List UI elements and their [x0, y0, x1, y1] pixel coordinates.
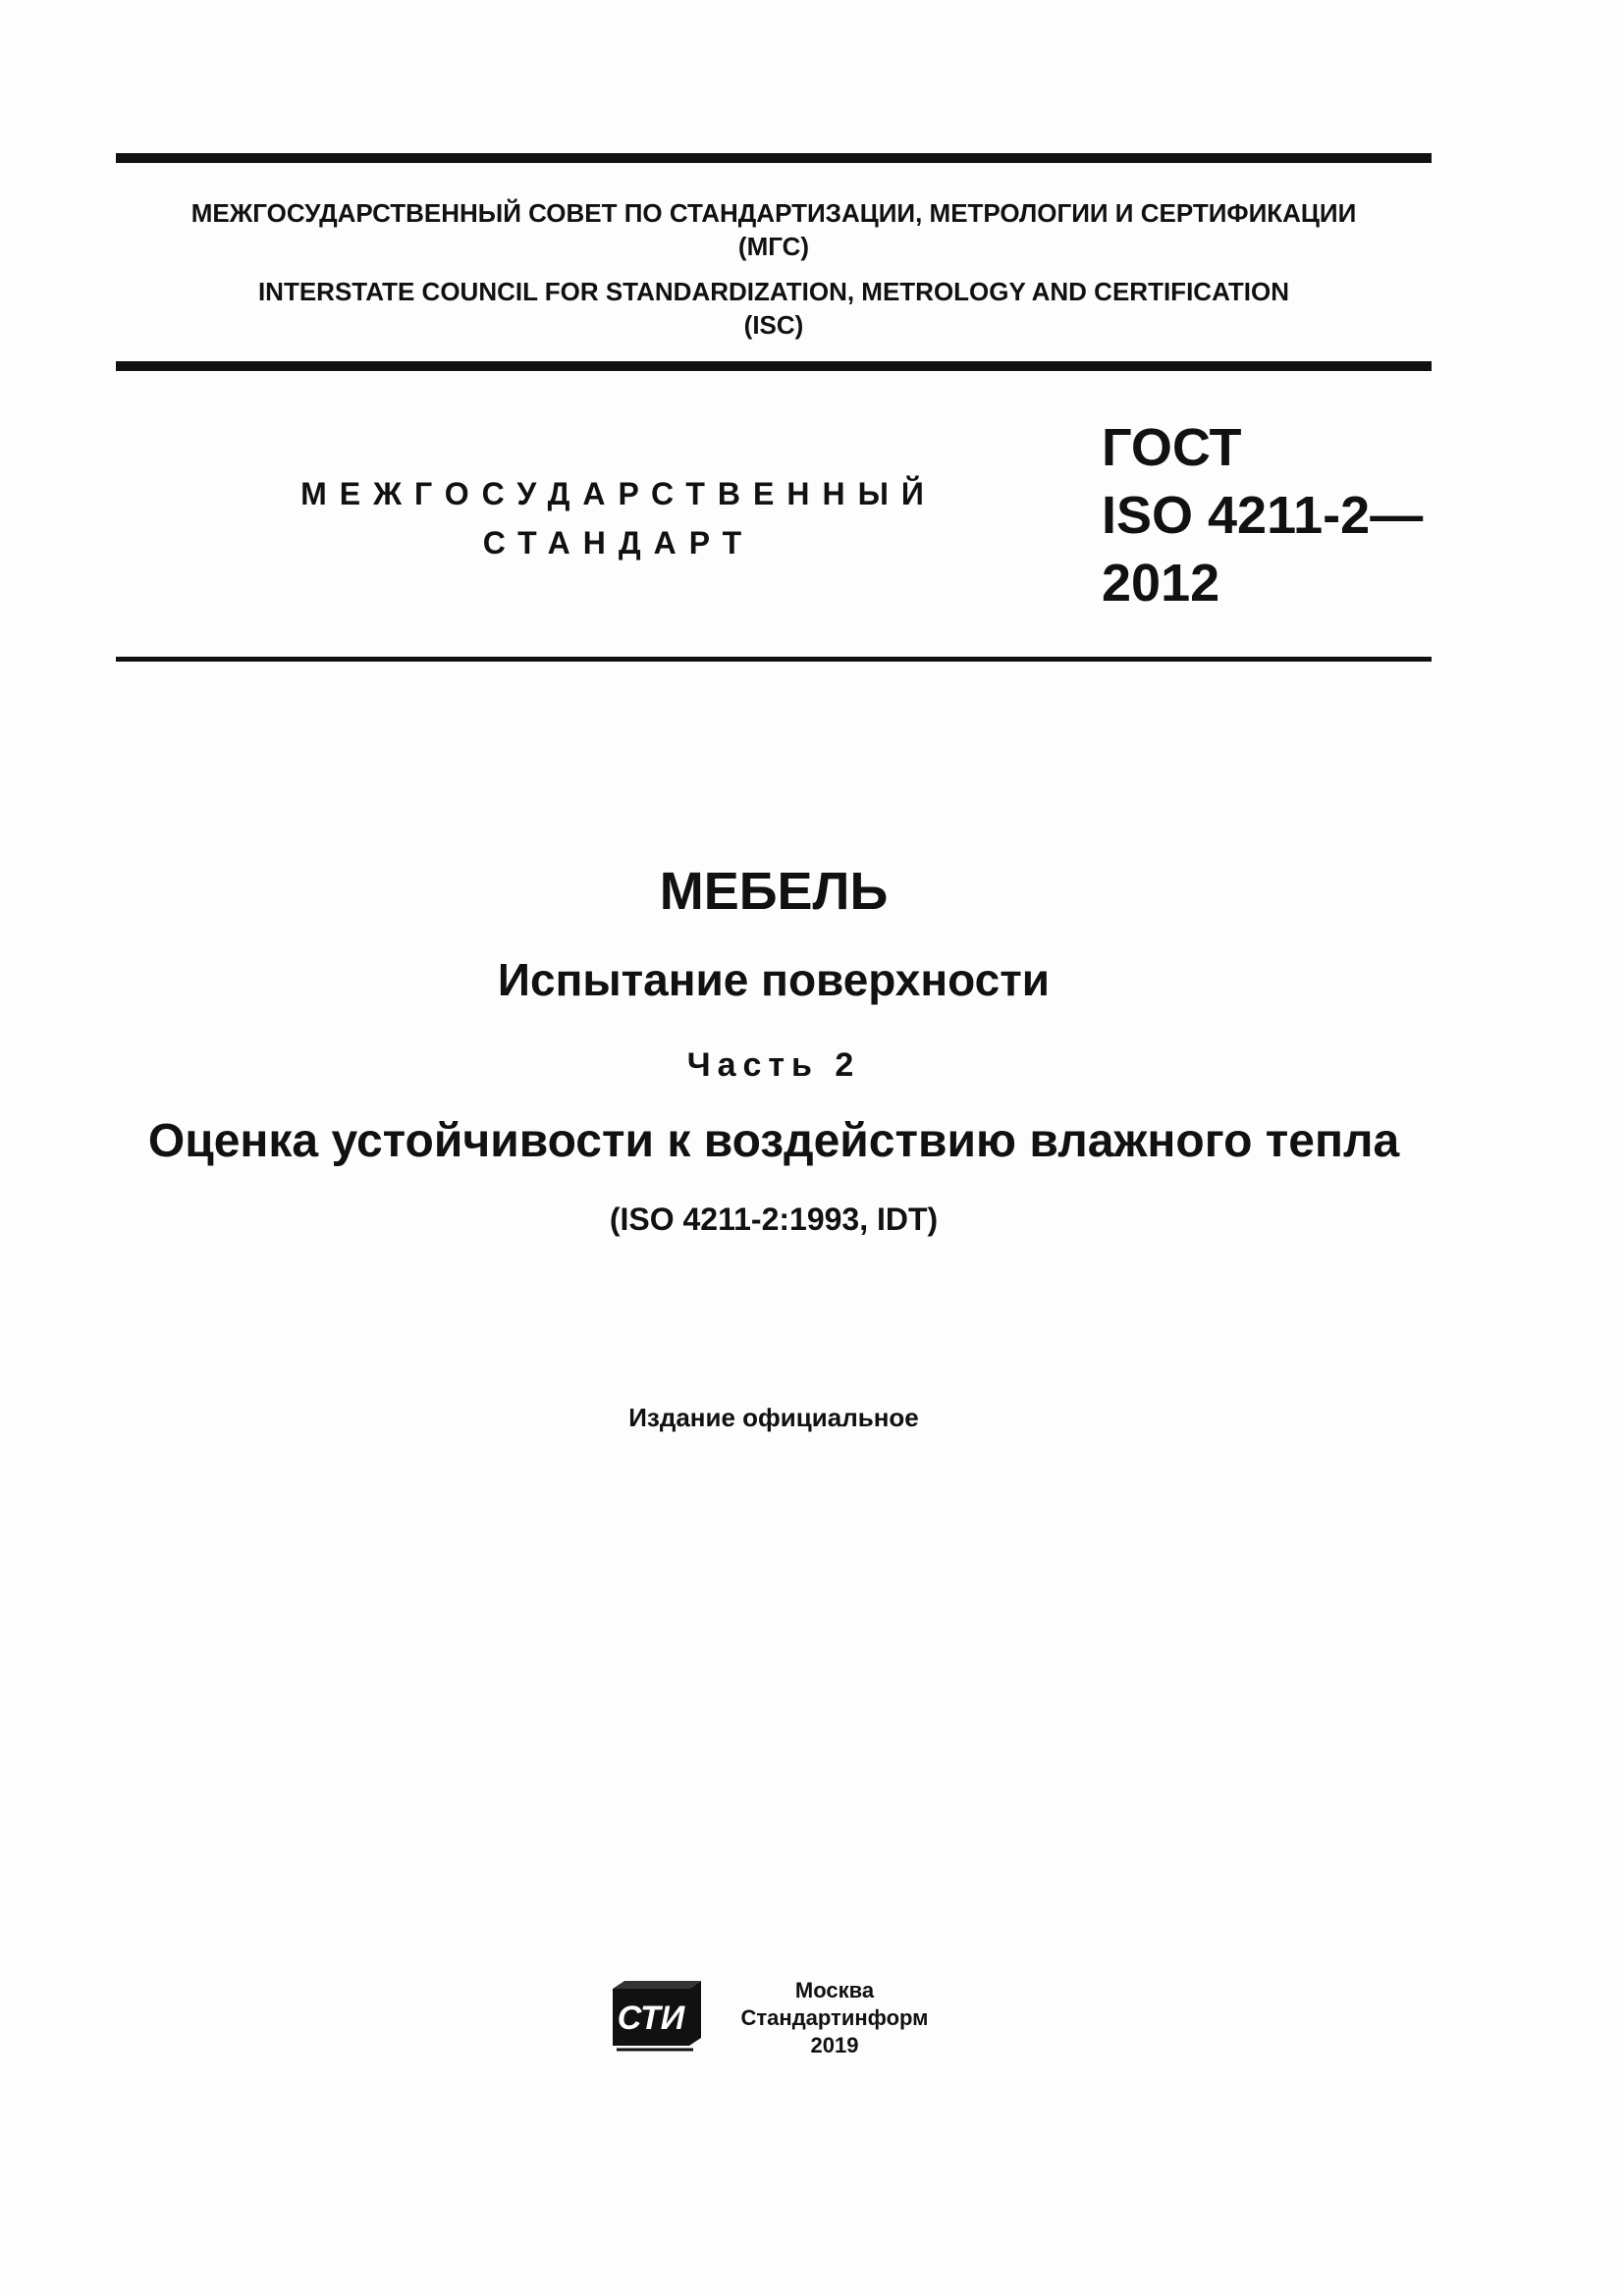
publisher-city: Москва: [794, 1978, 875, 2002]
document-part-title: Оценка устойчивости к воздействию влажного тепла: [147, 1115, 1400, 1167]
interstate-standard-line2: СТАНДАРТ: [482, 525, 755, 561]
council-name-en-line1: INTERSTATE COUNCIL FOR STANDARDIZATION, METROLOGY AND CERTIFICATION: [257, 277, 1290, 306]
document-subtitle: Испытание поверхности: [497, 954, 1051, 1005]
publisher-block: [717, 1977, 952, 2059]
edition-label: Издание официальное: [628, 1403, 919, 1432]
council-abbr-ru: (МГС): [737, 232, 810, 261]
lower-rule: [116, 657, 1432, 662]
gost-designation-line1: ГОСТ: [1102, 418, 1242, 477]
logo-text: СТИ: [617, 2000, 685, 2037]
publisher-name: Стандартинформ: [740, 2005, 929, 2030]
interstate-standard-line1: МЕЖГОСУДАРСТВЕННЫЙ: [300, 476, 937, 511]
interstate-standard-label: [236, 469, 1001, 567]
gost-designation-line2: ISO 4211-2—: [1102, 486, 1424, 545]
middle-rule: [116, 361, 1432, 371]
council-name-ru-line1: МЕЖГОСУДАРСТВЕННЫЙ СОВЕТ ПО СТАНДАРТИЗАЦИИ, МЕТРОЛОГИИ И СЕРТИФИКАЦИИ: [190, 198, 1357, 228]
gost-designation-line3: 2012: [1102, 554, 1220, 613]
gost-designation: [1102, 414, 1423, 617]
council-abbr-en: (ISC): [743, 310, 804, 340]
document-title: МЕБЕЛЬ: [659, 862, 889, 921]
council-name-ru: [116, 196, 1432, 263]
top-rule: [116, 153, 1432, 163]
council-name-en: [116, 275, 1432, 342]
iso-reference: (ISO 4211-2:1993, IDT): [609, 1201, 939, 1237]
document-part: Часть 2: [686, 1046, 861, 1084]
standartinform-logo-icon: [611, 1979, 703, 2054]
publication-year: 2019: [810, 2033, 859, 2057]
